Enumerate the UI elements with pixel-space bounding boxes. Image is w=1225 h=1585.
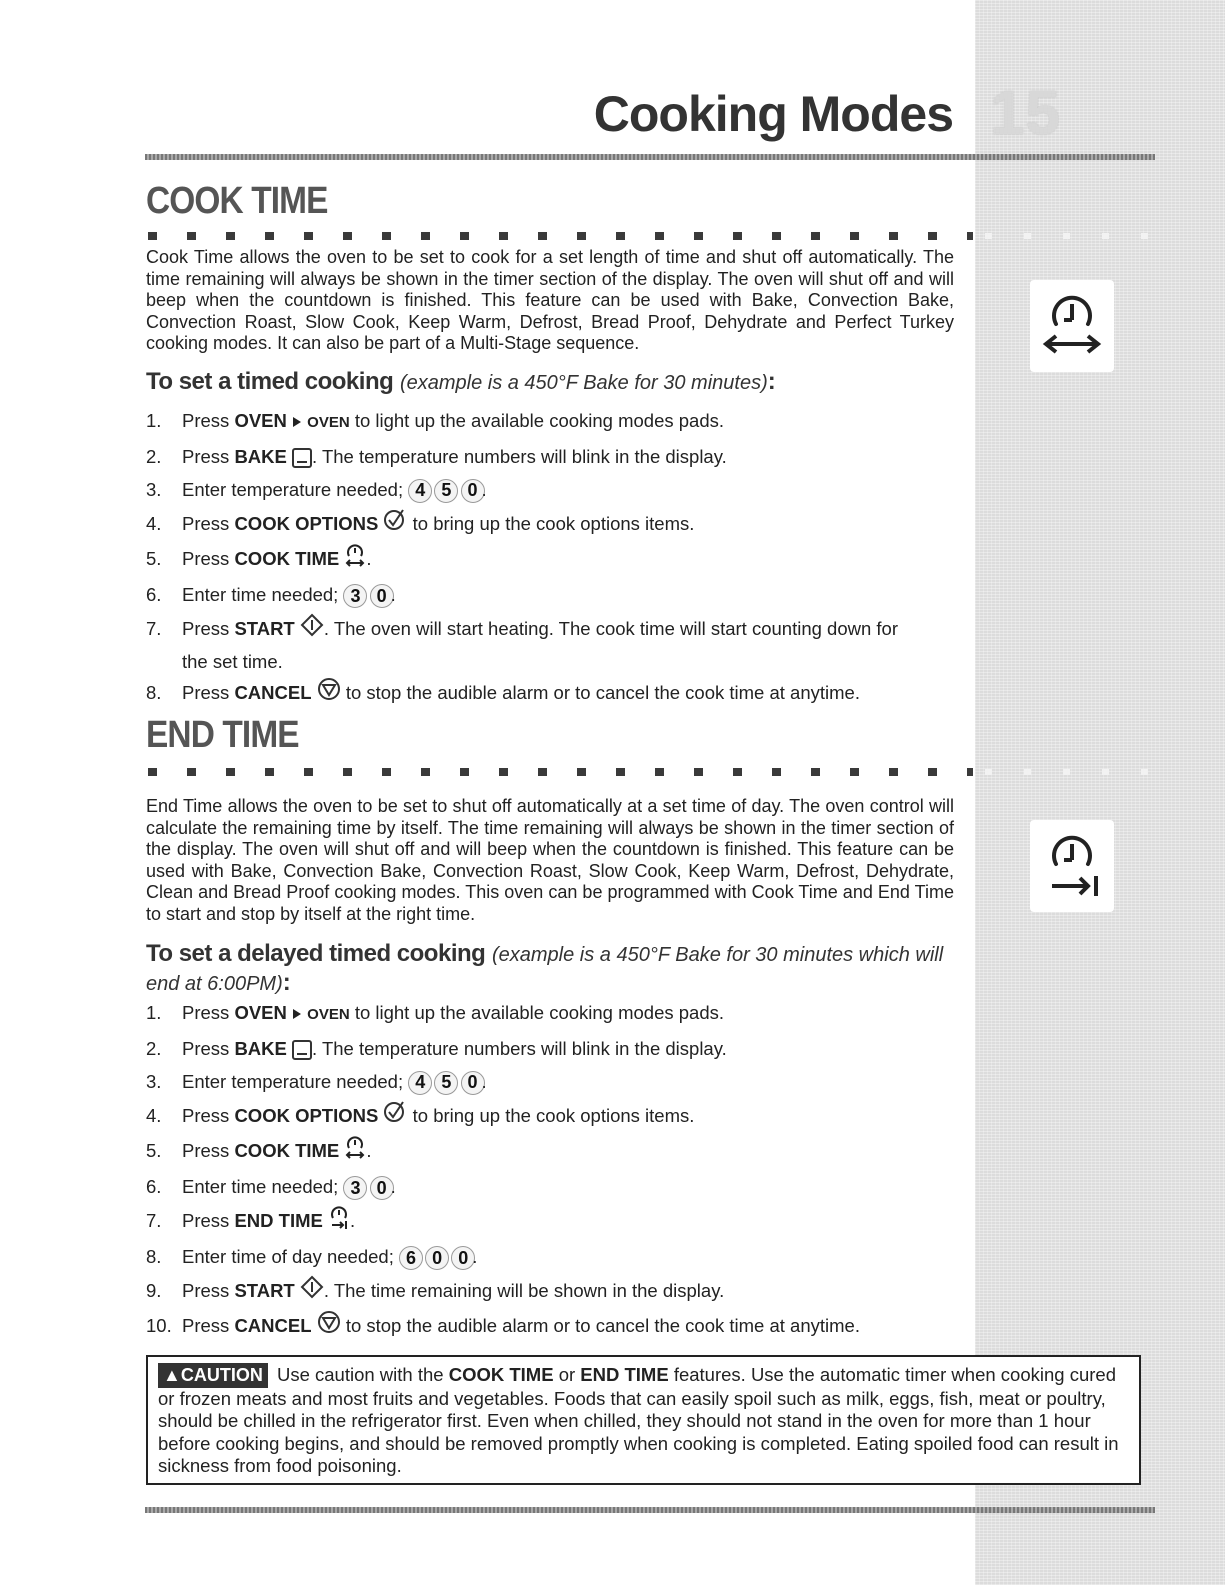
end-time-steps — [146, 996, 956, 1345]
cancel-circle-icon — [317, 677, 341, 712]
right-triangle-icon — [292, 997, 302, 1031]
digit-key-icon: 0 — [461, 479, 485, 503]
list-item: 8. Press CANCEL to stop the audible alarm or to cancel the cook time at anytime. — [146, 676, 956, 711]
list-item: 1. Press OVEN OVEN to light up the available cooking modes pads. — [146, 996, 956, 1032]
list-item: 6. Enter time needed; 3 0 . — [146, 1170, 956, 1204]
list-item: 1. Press OVEN OVEN to light up the available cooking modes pads. — [146, 404, 956, 440]
list-item: 7. Press START . The oven will start heating. The cook time will start counting down for the set time. — [146, 612, 956, 676]
caution-box: ▲CAUTION Use caution with the COOK TIME or END TIME features. Use the automatic timer when cooking cured or frozen meats and most fruits and vegetables. Foods that can easily spoil such as milk, eggs, fish, meat or poultry, should be chilled in the refrigerator first. Even when chilled, they should not stand in the oven for more than 1 hour before cooking begins, and should be removed promptly when cooking is completed. Eating spoiled food can result in sickness from food poisoning. — [146, 1355, 1141, 1485]
digit-key-icon: 5 — [434, 1071, 458, 1095]
digit-key-icon: 3 — [343, 584, 367, 608]
end-time-description: End Time allows the oven to be set to shut off automatically at a set time of day. The oven control will calculate the remaining time by itself. The time remaining will always be shown in the timer section of the display. The oven will shut off and will beep when the countdown is finished. This feature can be used with Bake, Convection Bake, Convection Roast, Slow Cook, Keep Warm, Defrost, Dehydrate, Clean and Bread Proof cooking modes. This oven can be programmed with Cook Time and End Time to start and stop by itself at the right time. — [146, 796, 954, 924]
cook-time-description: Cook Time allows the oven to be set to cook for a set length of time and shut off automatically. The time remaining will always be shown in the timer section of the display. The oven will shut off and will beep when the countdown is finished. This feature can be used with Bake, Convection Bake, Convection Roast, Slow Cook, Keep Warm, Defrost, Bread Proof, Dehydrate and Perfect Turkey cooking modes. It can also be part of a Multi-Stage sequence. — [146, 247, 954, 353]
list-item: 10. Press CANCEL to stop the audible alarm or to cancel the cook time at anytime. — [146, 1309, 956, 1344]
cook-time-clock-icon — [1030, 280, 1114, 372]
cook-time-clock-icon — [344, 542, 366, 579]
bake-icon — [292, 448, 312, 468]
footer-rule — [145, 1507, 1155, 1513]
list-item: 8. Enter time of day needed; 6 0 0 . — [146, 1240, 956, 1274]
caution-badge: ▲CAUTION — [158, 1363, 268, 1388]
digit-key-icon: 6 — [399, 1246, 423, 1270]
digit-key-icon: 0 — [451, 1246, 475, 1270]
check-circle-icon — [383, 1099, 407, 1134]
right-triangle-icon — [292, 405, 302, 439]
digit-key-icon: 0 — [370, 584, 394, 608]
cook-time-steps — [146, 404, 956, 712]
list-item: 5. Press COOK TIME . — [146, 542, 956, 579]
section-divider-dots — [148, 232, 973, 240]
page-title: Cooking Modes — [593, 86, 953, 142]
digit-key-icon: 0 — [425, 1246, 449, 1270]
list-item: 4. Press COOK OPTIONS to bring up the cook options items. — [146, 507, 956, 542]
start-diamond-icon — [300, 1275, 324, 1310]
end-time-heading: END TIME — [146, 714, 299, 756]
header-rule — [145, 154, 1155, 160]
digit-key-icon: 5 — [434, 479, 458, 503]
digit-key-icon: 3 — [343, 1176, 367, 1200]
list-item: 9. Press START . The time remaining will be shown in the display. — [146, 1274, 956, 1309]
list-item: 7. Press END TIME . — [146, 1204, 956, 1241]
cook-time-clock-icon — [344, 1134, 366, 1171]
section-divider-dots-light — [985, 233, 1155, 239]
cook-time-heading: COOK TIME — [146, 180, 328, 222]
digit-key-icon: 4 — [408, 1071, 432, 1095]
cancel-circle-icon — [317, 1310, 341, 1345]
section-divider-dots-light — [985, 769, 1155, 775]
end-time-clock-icon — [1030, 820, 1114, 912]
cook-time-subhead: To set a timed cooking (example is a 450°F Bake for 30 minutes): — [146, 368, 776, 395]
list-item: 2. Press BAKE . The temperature numbers will blink in the display. — [146, 1037, 727, 1059]
page-number: 15 — [990, 79, 1061, 148]
end-time-subhead: To set a delayed timed cooking (example is a 450°F Bake for 30 minutes which will end at 6:00PM): — [146, 940, 944, 996]
start-diamond-icon — [300, 613, 324, 648]
digit-key-icon: 0 — [370, 1176, 394, 1200]
end-time-clock-icon — [328, 1204, 350, 1241]
list-item: 4. Press COOK OPTIONS to bring up the cook options items. — [146, 1099, 956, 1134]
list-item: 5. Press COOK TIME . — [146, 1134, 956, 1171]
list-item: 6. Enter time needed; 3 0 . — [146, 578, 956, 612]
digit-key-icon: 4 — [408, 479, 432, 503]
digit-key-icon: 0 — [461, 1071, 485, 1095]
warning-triangle-icon: ▲ — [163, 1365, 181, 1385]
section-divider-dots — [148, 768, 973, 776]
list-item: 3. Enter temperature needed; 4 5 0 . — [146, 1065, 956, 1099]
list-item: 2. Press BAKE . The temperature numbers will blink in the display. — [146, 445, 727, 467]
bake-icon — [292, 1040, 312, 1060]
list-item: 3. Enter temperature needed; 4 5 0 . — [146, 473, 956, 507]
check-circle-icon — [383, 507, 407, 542]
